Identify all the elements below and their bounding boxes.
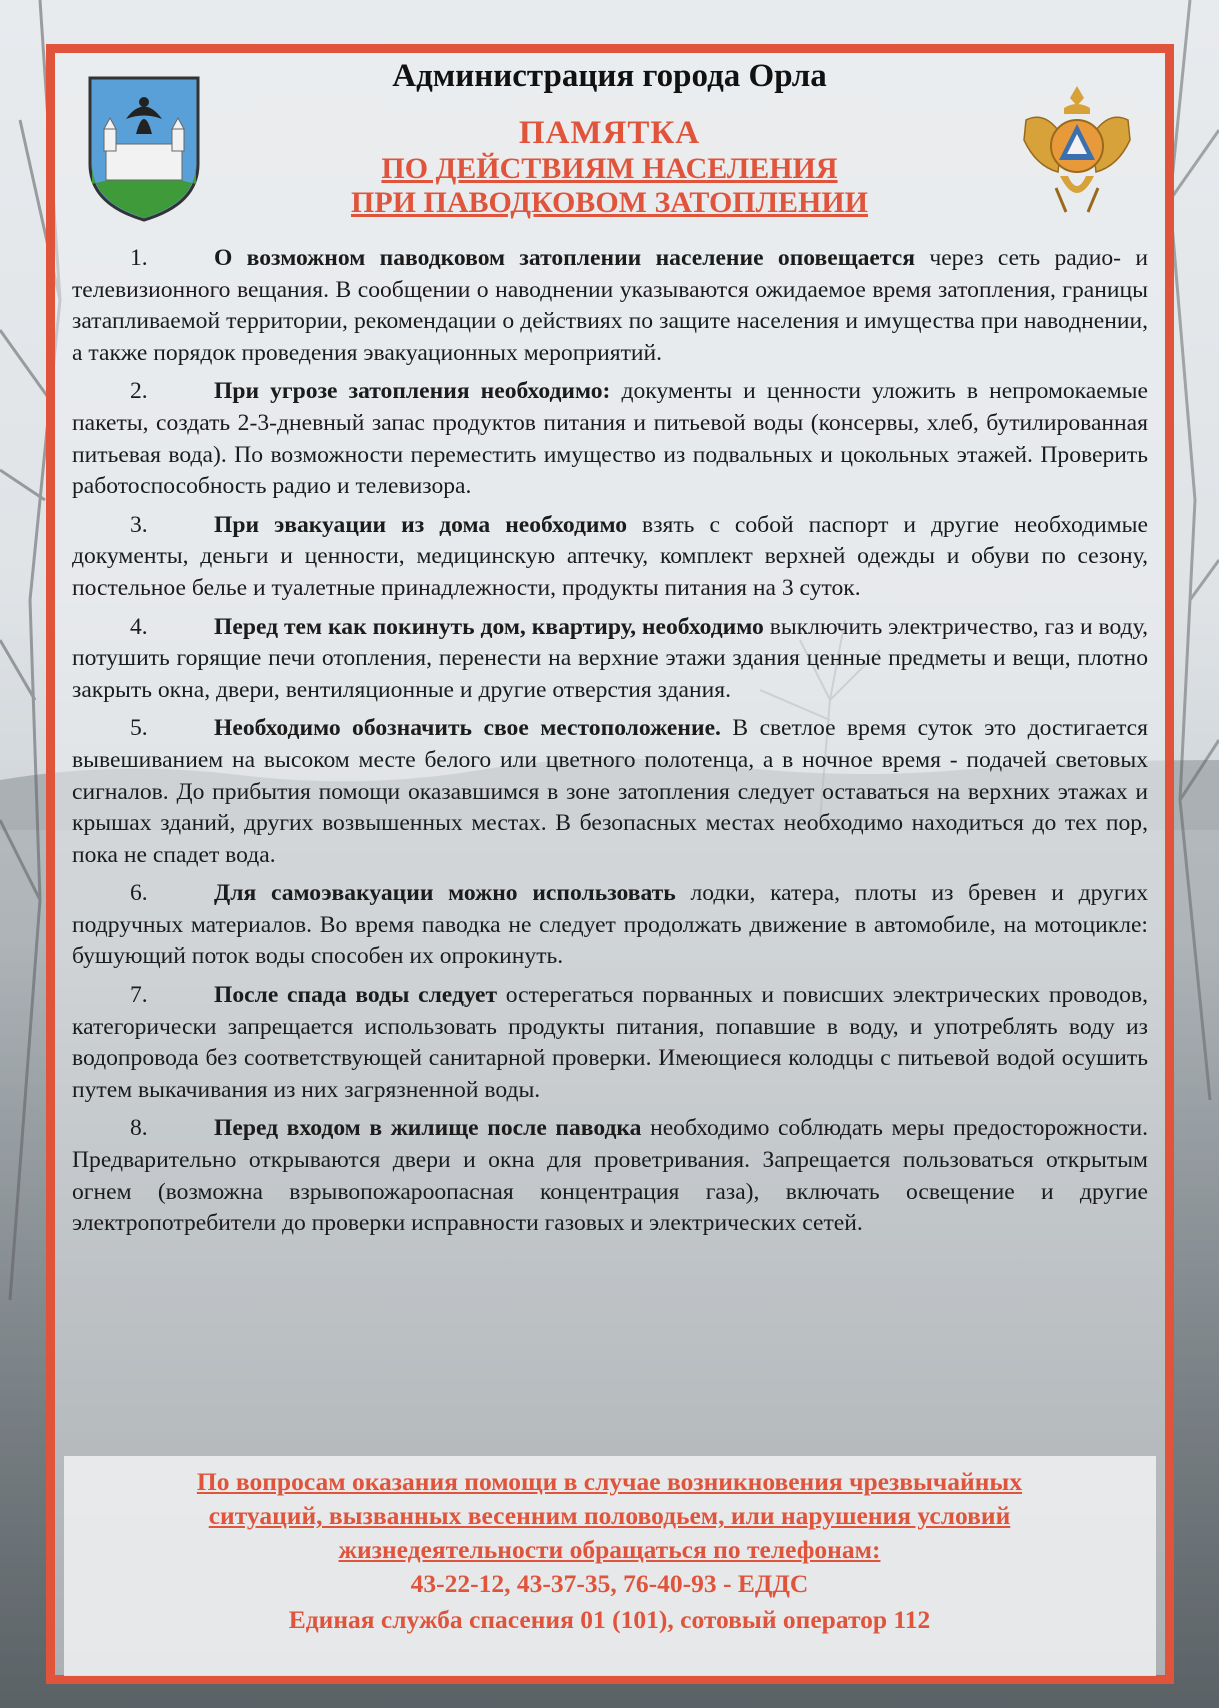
instruction-item: [72, 980, 1148, 1106]
item-text: выключить электричество, газ и воду, потушить горящие печи отопления, перенести на верхние этажи здания ценные предметы и вещи, плотно закрыть окна, двери, вентиляционные и другие отверстия здания.: [72, 613, 1148, 703]
subtitle-line-2: ПРИ ПАВОДКОВОМ ЗАТОПЛЕНИИ: [350, 186, 868, 219]
emergency-service-line: Единая служба спасения 01 (101), сотовый оператор 112: [288, 1605, 931, 1634]
instruction-item: [72, 376, 1148, 502]
organization-name: Администрация города Орла: [392, 58, 827, 94]
item-text: документы и ценности уложить в непромокаемые пакеты, создать 2-3-дневный запас продуктов питания и питьевой воды (консервы, хлеб, бутилированная питьевая вода). По возможности переместить имущество из подвальных и цокольных этажей. Проверить работоспособность радио и телевизора.: [72, 378, 1148, 500]
item-text: через сеть радио- и телевизионного вещания. В сообщении о наводнении указываются ожидаемое время затопления, границы затапливаемой территории, рекомендации о действиях по защите населения и имущества при наводнении, а также порядок проведения эвакуационных мероприятий.: [72, 245, 1148, 366]
phone-numbers: 43-22-12, 43-37-35, 76-40-93 - ЕДДС: [410, 1569, 809, 1598]
item-text: взять с собой паспорт и другие необходимые документы, деньги и ценности, медицинскую аптечку, комплект верхней одежды и обуви по сезону, постельное белье и туалетные принадлежности, продукты питания на 3 суток.: [72, 511, 1148, 601]
item-heading: Перед тем как покинуть дом, квартиру, необходимо: [214, 613, 764, 640]
item-heading: После спада воды следует: [214, 982, 498, 1009]
item-text: лодки, катера, плоты из бревен и других подручных материалов. Во время паводка не следует продолжать движение в автомобиле, на мотоцикле: бушующий поток воды способен их опрокинуть.: [72, 880, 1148, 970]
instruction-item: [72, 612, 1148, 707]
item-number: 7.: [130, 982, 148, 1009]
item-heading: Перед входом в жилище после паводка: [214, 1115, 642, 1142]
item-text: остерегаться порванных и повисших электрических проводов, категорически запрещается использовать продукты питания, попавшие в воду, и употреблять воду из водопровода без соответствующей санитарной проверки. Имеющиеся колодцы с питьевой водой осушить путем выкачивания из них загрязненной воды.: [72, 982, 1148, 1103]
page-title: ПАМЯТКА: [518, 115, 701, 151]
item-heading: Для самоэвакуации можно использовать: [214, 880, 676, 907]
item-number: 4.: [130, 613, 148, 640]
item-number: 5.: [130, 715, 148, 742]
instruction-item: [72, 510, 1148, 605]
item-number: 1.: [130, 245, 148, 271]
item-heading: При угрозе затопления необходимо:: [214, 378, 611, 405]
instructions-list: [72, 243, 1148, 1247]
contact-line-2: ситуаций, вызванных весенним половодьем, или нарушения условий: [208, 1501, 1011, 1530]
instruction-item: [72, 1113, 1148, 1239]
item-number: 2.: [130, 378, 148, 405]
item-heading: Необходимо обозначить свое местоположение.: [214, 715, 721, 742]
item-text: необходимо соблюдать меры предосторожности. Предварительно открываются двери и окна для проветривания. Запрещается пользоваться открытым огнем (возможна взрывопожароопасная концентрация газа), включать освещение и другие электропотребители до проверки исправности газовых и электрических сетей.: [72, 1115, 1148, 1237]
instruction-item: [72, 243, 1148, 369]
item-heading: При эвакуации из дома необходимо: [214, 511, 628, 538]
item-number: 3.: [130, 511, 148, 538]
instruction-item: [72, 713, 1148, 871]
page-subtitle: [0, 152, 1219, 220]
item-number: 6.: [130, 880, 148, 907]
contact-line-1: По вопросам оказания помощи в случае возникновения чрезвычайных: [196, 1467, 1023, 1496]
item-text: В светлое время суток это достигается вывешиванием на высоком месте белого или цветного полотенца, а в ночное время - подачей световых сигналов. До прибытия помощи оказавшимся в зоне затопления следует оставаться на верхних этажах и крышах зданий, других возвышенных местах. В безопасных местах необходимо находиться до тех пор, пока не спадет вода.: [72, 715, 1148, 868]
contact-line-3: жизнедеятельности обращаться по телефонам:: [338, 1535, 881, 1564]
subtitle-line-1: ПО ДЕЙСТВИЯМ НАСЕЛЕНИЯ: [381, 152, 838, 185]
item-heading: О возможном паводковом затоплении население оповещается: [214, 245, 916, 271]
item-number: 8.: [130, 1115, 148, 1142]
instruction-item: [72, 878, 1148, 973]
